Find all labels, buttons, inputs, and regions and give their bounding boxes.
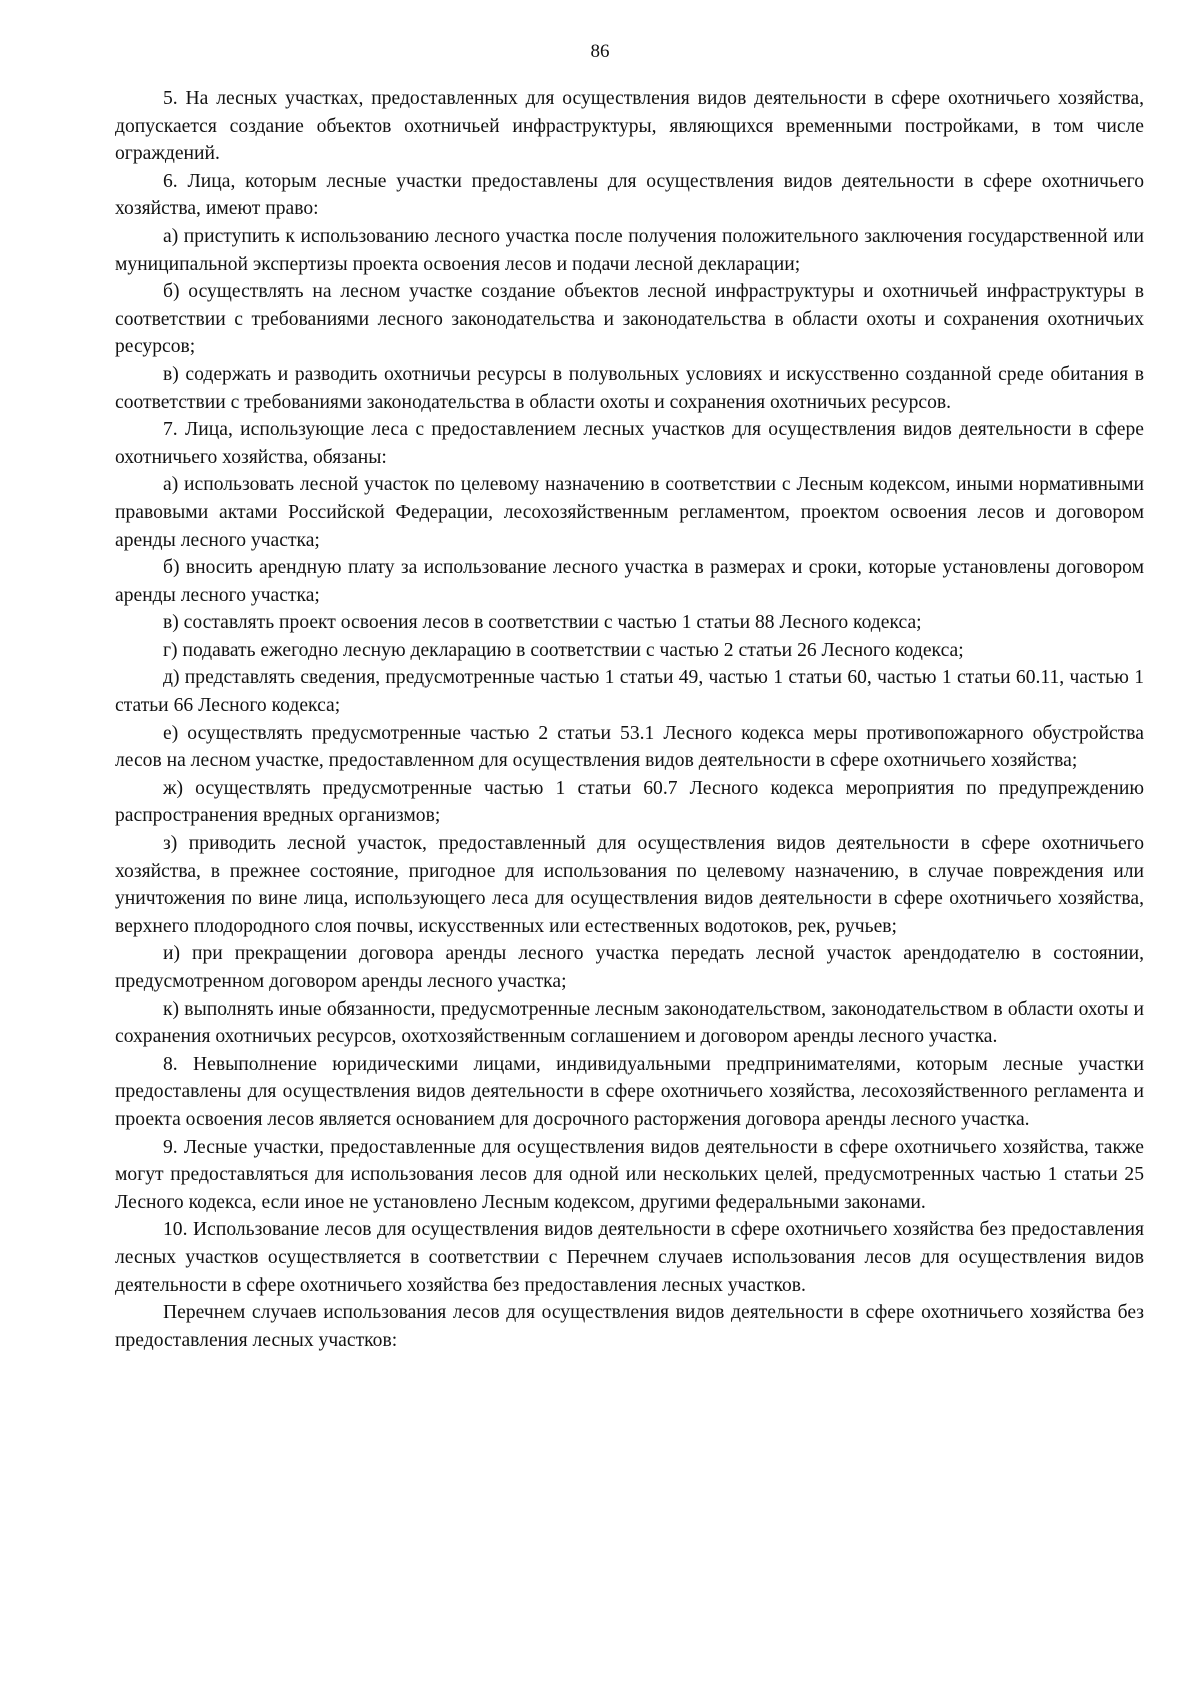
paragraph-6: 6. Лица, которым лесные участки предоставлены для осуществления видов деятельности в сфере охотничьего хозяйства, имеют право: [115, 170, 1144, 220]
paragraph-7-item-a: а) использовать лесной участок по целевому назначению в соответствии с Лесным кодексом, иными нормативными правовыми актами Российской Федерации, лесохозяйственным регламентом, проектом освоения лесов и договором аренды лесного участка; [115, 474, 1144, 551]
paragraph-7-item-b: б) вносить арендную плату за использование лесного участка в размерах и сроки, которые установлены договором аренды лесного участка; [115, 557, 1144, 606]
paragraph-7: 7. Лица, использующие леса с предоставлением лесных участков для осуществления видов деятельности в сфере охотничьего хозяйства, обязаны: [115, 419, 1144, 468]
paragraph-7-item-k: к) выполнять иные обязанности, предусмотренные лесным законодательством, законодательством в области охоты и сохранения охотничьих ресурсов, охотхозяйственным соглашением и договором аренды лесного участка. [115, 998, 1144, 1048]
paragraph-10: 10. Использование лесов для осуществления видов деятельности в сфере охотничьего хозяйства без предоставления лесных участков осуществляется в соответствии с Перечнем случаев использования лесов для осуществления видов деятельности в сфере охотничьего хозяйства без предоставления лесных участков. [115, 1219, 1144, 1296]
paragraph-7-item-e: е) осуществлять предусмотренные частью 2 статьи 53.1 Лесного кодекса меры противопожарного обустройства лесов на лесном участке, предоставленном для осуществления видов деятельности в сфере охотничьего хозяйства; [115, 722, 1144, 772]
paragraph-6-item-v: в) содержать и разводить охотничьи ресурсы в полувольных условиях и искусственно созданной среде обитания в соответствии с требованиями законодательства в области охоты и сохранения охотничьих ресурсов. [115, 363, 1144, 413]
paragraph-7-item-zh: ж) осуществлять предусмотренные частью 1 статьи 60.7 Лесного кодекса мероприятия по предупреждению распространения вредных организмов; [115, 777, 1144, 827]
page-number: 86 [590, 41, 610, 62]
paragraph-7-item-z: з) приводить лесной участок, предоставленный для осуществления видов деятельности в сфере охотничьего хозяйства, в прежнее состояние, пригодное для использования по целевому назначению, в случае повреждения или уничтожения по вине лица, использующего леса для осуществления видов деятельности в сфере охотничьего хозяйства, верхнего плодородного слоя почвы, искусственных или естественных водотоков, рек, ручьев; [115, 833, 1144, 937]
paragraph-9: 9. Лесные участки, предоставленные для осуществления видов деятельности в сфере охотничьего хозяйства, также могут предоставляться для использования лесов для одной или нескольких целей, предусмотренных частью 1 статьи 25 Лесного кодекса, если иное не установлено Лесным кодексом, другими федеральными законами. [115, 1136, 1144, 1213]
paragraph-list-intro: Перечнем случаев использования лесов для осуществления видов деятельности в сфере охотничьего хозяйства без предоставления лесных участков: [115, 1302, 1144, 1351]
paragraph-6-item-a: а) приступить к использованию лесного участка после получения положительного заключения государственной или муниципальной экспертизы проекта освоения лесов и подачи лесной декларации; [115, 225, 1144, 275]
paragraph-6-item-b: б) осуществлять на лесном участке создание объектов лесной инфраструктуры и охотничьей инфраструктуры в соответствии с требованиями лесного законодательства и законодательства в области охоты и сохранения охотничьих ресурсов; [115, 281, 1144, 358]
paragraph-8: 8. Невыполнение юридическими лицами, индивидуальными предпринимателями, которым лесные участки предоставлены для осуществления видов деятельности в сфере охотничьего хозяйства, лесохозяйственного регламента и проекта освоения лесов является основанием для досрочного расторжения договора аренды лесного участка. [115, 1053, 1144, 1130]
paragraph-7-item-d: д) представлять сведения, предусмотренные частью 1 статьи 49, частью 1 статьи 60, частью 1 статьи 60.11, частью 1 статьи 66 Лесного кодекса; [115, 667, 1144, 717]
paragraph-7-item-g: г) подавать ежегодно лесную декларацию в соответствии с частью 2 статьи 26 Лесного кодекса; [163, 639, 964, 661]
paragraph-7-item-i: и) при прекращении договора аренды лесного участка передать лесной участок арендодателю в состоянии, предусмотренном договором аренды лесного участка; [115, 943, 1144, 992]
paragraph-7-item-v: в) составлять проект освоения лесов в соответствии с частью 1 статьи 88 Лесного кодекса; [163, 612, 922, 634]
paragraph-5: 5. На лесных участках, предоставленных для осуществления видов деятельности в сфере охотничьего хозяйства, допускается создание объектов охотничьей инфраструктуры, являющихся временными постройками, в том числе ограждений. [115, 88, 1144, 165]
document-body [115, 85, 1144, 1354]
